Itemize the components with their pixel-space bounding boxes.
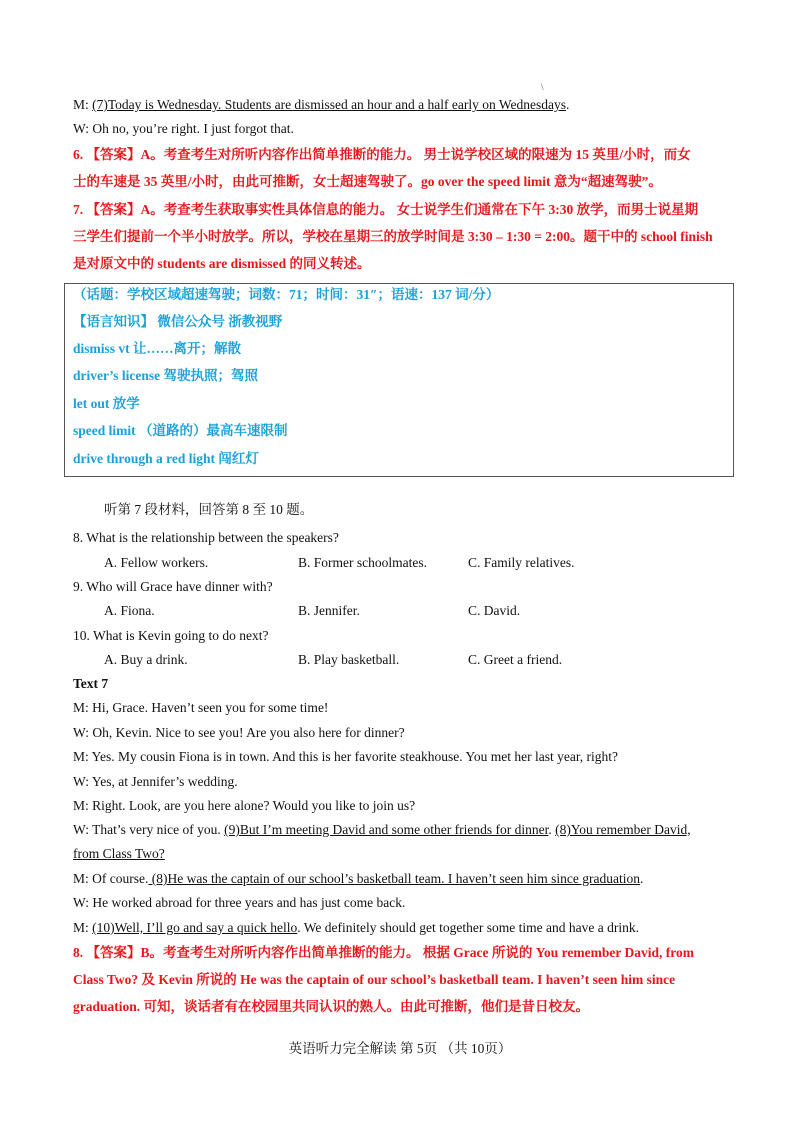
dialogue-line: M: Right. Look, are you here alone? Would you like to join us?	[73, 798, 416, 813]
answer-8-line-1: 8. 【答案】B。考查考生对所听内容作出简单推断的能力。 根据 Grace 所说的 You remember David, from	[73, 945, 694, 960]
question-9: 9. Who will Grace have dinner with?	[73, 579, 273, 594]
underlined-evidence-10: (10)Well, I’ll go and say a quick hello	[92, 920, 298, 935]
vocab-item: dismiss vt 让……离开；解散	[73, 341, 242, 356]
option-a: A. Fiona.	[104, 603, 155, 618]
line-text: . We definitely should get together some time and have a drink.	[297, 920, 639, 935]
punctuation: .	[566, 97, 570, 112]
answer-6-line-2: 士的车速是 35 英里/小时，由此可推断，女士超速驾驶了。go over the speed limit 意为“超速驾驶”。	[73, 174, 662, 189]
option-c: C. Family relatives.	[468, 555, 575, 570]
dialogue-line: W: He worked abroad for three years and has just come back.	[73, 895, 406, 910]
option-b: B. Play basketball.	[298, 652, 400, 667]
language-knowledge-heading: 【语言知识】 微信公众号 浙教视野	[73, 314, 283, 329]
dialogue-line	[73, 822, 691, 838]
answer-7-line-1: 7. 【答案】A。考查考生获取事实性具体信息的能力。 女士说学生们通常在下午 3:30 放学，而男士说星期	[73, 202, 699, 217]
tick-mark: \	[541, 82, 544, 92]
underlined-evidence-8b: (8)He was the captain of our school’s basketball team. I haven’t seen him since graduation	[148, 871, 640, 886]
option-c: C. David.	[468, 603, 521, 618]
underlined-evidence-8-cont: from Class Two?	[73, 846, 165, 861]
punctuation: .	[639, 871, 644, 886]
dialogue-line: W: Yes, at Jennifer’s wedding.	[73, 774, 238, 789]
answer-7-line-3: 是对原文中的 students are dismissed 的同义转述。	[73, 256, 371, 271]
page-footer: 英语听力完全解读 第 5页 （共 10页）	[288, 1041, 512, 1056]
underlined-evidence-7: (7)Today is Wednesday. Students are dismissed an hour and a half early on Wednesdays	[92, 97, 567, 112]
line-text: W: That’s very nice of you.	[73, 822, 225, 837]
vocab-item: driver’s license 驾驶执照；驾照	[73, 368, 258, 383]
question-10: 10. What is Kevin going to do next?	[73, 628, 269, 643]
dialogue-line: W: Oh, Kevin. Nice to see you! Are you also here for dinner?	[73, 725, 405, 740]
topic-info: （话题：学校区域超速驾驶；词数：71；时间：31″；语速：137 词/分）	[73, 287, 500, 302]
dialogue-line: M: Hi, Grace. Haven’t seen you for some time!	[73, 700, 329, 715]
option-a: A. Buy a drink.	[104, 652, 188, 667]
answer-8-line-3: graduation. 可知，谈话者有在校园里共同认识的熟人。由此可推断，他们是昔日校友。	[73, 999, 590, 1014]
vocab-item: drive through a red light 闯红灯	[73, 451, 259, 466]
option-b: B. Former schoolmates.	[298, 555, 427, 570]
dialogue-line	[73, 920, 639, 936]
underlined-evidence-9: (9)But I’m meeting David and some other friends for dinner	[224, 822, 549, 837]
dialogue-line-m-7	[73, 97, 569, 113]
option-b: B. Jennifer.	[298, 603, 360, 618]
text-title: Text 7	[73, 676, 109, 691]
option-a: A. Fellow workers.	[104, 555, 209, 570]
dialogue-line: M: Yes. My cousin Fiona is in town. And this is her favorite steakhouse. You met her last year, right?	[73, 749, 619, 764]
punctuation: .	[548, 822, 556, 837]
dialogue-line	[73, 871, 643, 887]
speaker-label: M:	[73, 920, 93, 935]
vocab-item: let out 放学	[73, 396, 140, 411]
speaker-label: M:	[73, 97, 93, 112]
section-instruction: 听第 7 段材料，回答第 8 至 10 题。	[104, 502, 314, 517]
option-c: C. Greet a friend.	[468, 652, 563, 667]
vocab-item: speed limit （道路的）最高车速限制	[73, 423, 288, 438]
question-8: 8. What is the relationship between the speakers?	[73, 530, 339, 545]
answer-7-line-2: 三学生们提前一个半小时放学。所以，学校在星期三的放学时间是 3:30 – 1:30 = 2:00。题干中的 school finish	[73, 229, 713, 244]
answer-8-line-2: Class Two? 及 Kevin 所说的 He was the captain of our school’s basketball team. I haven’t seen him since	[73, 972, 676, 987]
answer-6-line-1: 6. 【答案】A。考查考生对所听内容作出简单推断的能力。 男士说学校区域的限速为 15 英里/小时，而女	[73, 147, 691, 162]
dialogue-line-w: W: Oh no, you’re right. I just forgot that.	[73, 121, 294, 136]
underlined-evidence-8: (8)You remember David,	[555, 822, 691, 837]
line-text: M: Of course.	[73, 871, 149, 886]
